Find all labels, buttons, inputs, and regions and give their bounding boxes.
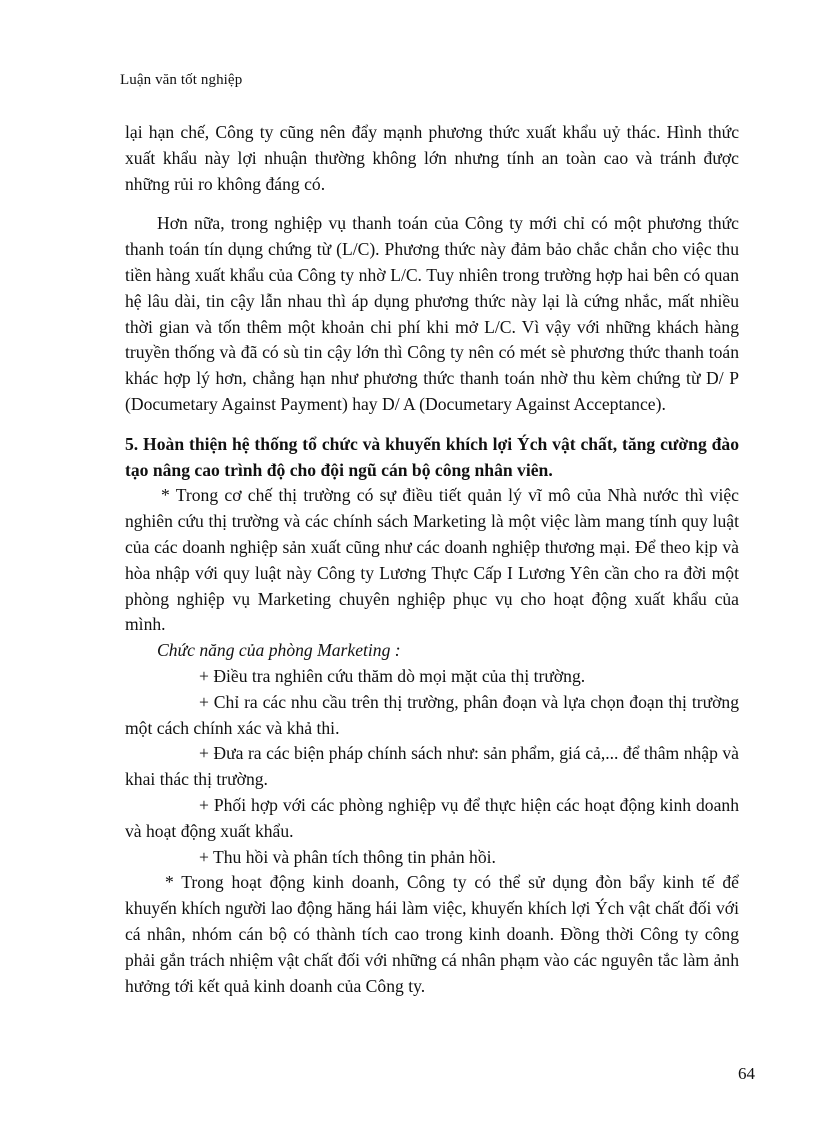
document-body — [125, 120, 739, 999]
functions-title: Chức năng của phòng Marketing : — [157, 640, 401, 661]
list-item: + Đưa ra các biện pháp chính sách như: sản phẩm, giá cả,... để thâm nhập và khai thác thị trường. — [125, 743, 739, 790]
page-number: 64 — [738, 1064, 755, 1083]
list-item: + Thu hồi và phân tích thông tin phản hồi. — [199, 846, 496, 867]
list-item: + Phối hợp với các phòng nghiệp vụ để thực hiện các hoạt động kinh doanh và hoạt động xuất khẩu. — [125, 794, 739, 841]
list-item: + Điều tra nghiên cứu thăm dò mọi mặt của thị trường. — [199, 665, 586, 686]
list-item: + Chỉ ra các nhu cầu trên thị trường, phân đoạn và lựa chọn đoạn thị trường một cách chính xác và khả thi. — [125, 691, 739, 738]
paragraph-payment-methods: Hơn nữa, trong nghiệp vụ thanh toán của Công ty mới chỉ có một phương thức thanh toán tín dụng chứng từ (L/C). Phương thức này đảm bảo chắc chắn cho việc thu tiền hàng xuất khẩu của Công ty nhờ L/C. Tuy nhiên trong trường hợp hai bên có quan hệ lâu dài, tin cậy lẫn nhau thì áp dụng phương thức này lại là cứng nhắc, mất nhiều thời gian và tốn thêm một khoản chi phí khi mở L/C. Vì vậy với những khách hàng truyền thống và đã có sù tin cậy lớn thì Công ty nên có mét sè phương thức thanh toán khác hợp lý hơn, chẳng hạn như phương thức thanh toán nhờ thu kèm chứng từ D/ P (Documetary Against Payment) hay D/ A (Documetary Against Acceptance). — [125, 213, 739, 414]
running-header: Luận văn tốt nghiệp — [120, 72, 243, 88]
paragraph-export-trust: lại hạn chế, Công ty cũng nên đẩy mạnh phương thức xuất khẩu uỷ thác. Hình thức xuất khẩu này lợi nhuận thường không lớn nhưng tính an toàn cao và tránh được những rủi ro không đáng có. — [125, 122, 739, 194]
section-heading: 5. Hoàn thiện hệ thống tổ chức và khuyến khích lợi Ých vật chất, tăng cường đào tạo nâng cao trình độ cho đội ngũ cán bộ công nhân viên. — [125, 433, 739, 480]
paragraph-incentives: * Trong hoạt động kinh doanh, Công ty có thể sử dụng đòn bẩy kinh tế để khuyến khích người lao động hăng hái làm việc, khuyến khích lợi Ých vật chất đối với cá nhân, nhóm cán bộ có thành tích cao trong kinh doanh. Đồng thời Công ty công phải gắn trách nhiệm vật chất đối với những cá nhân phạm vào các nguyên tắc làm ảnh hưởng tới kết quả kinh doanh của Công ty. — [125, 872, 739, 996]
paragraph-marketing: * Trong cơ chế thị trường có sự điều tiết quản lý vĩ mô của Nhà nước thì việc nghiên cứu thị trường và các chính sách Marketing là một việc làm mang tính quy luật của các doanh nghiệp sản xuất cũng như các doanh nghiệp thương mại. Để theo kịp và hòa nhập với quy luật này Công ty Lương Thực Cấp I Lương Yên cần cho ra đời một phòng nghiệp vụ Marketing chuyên nghiệp phục vụ cho hoạt động xuất khẩu của mình. — [125, 485, 739, 635]
